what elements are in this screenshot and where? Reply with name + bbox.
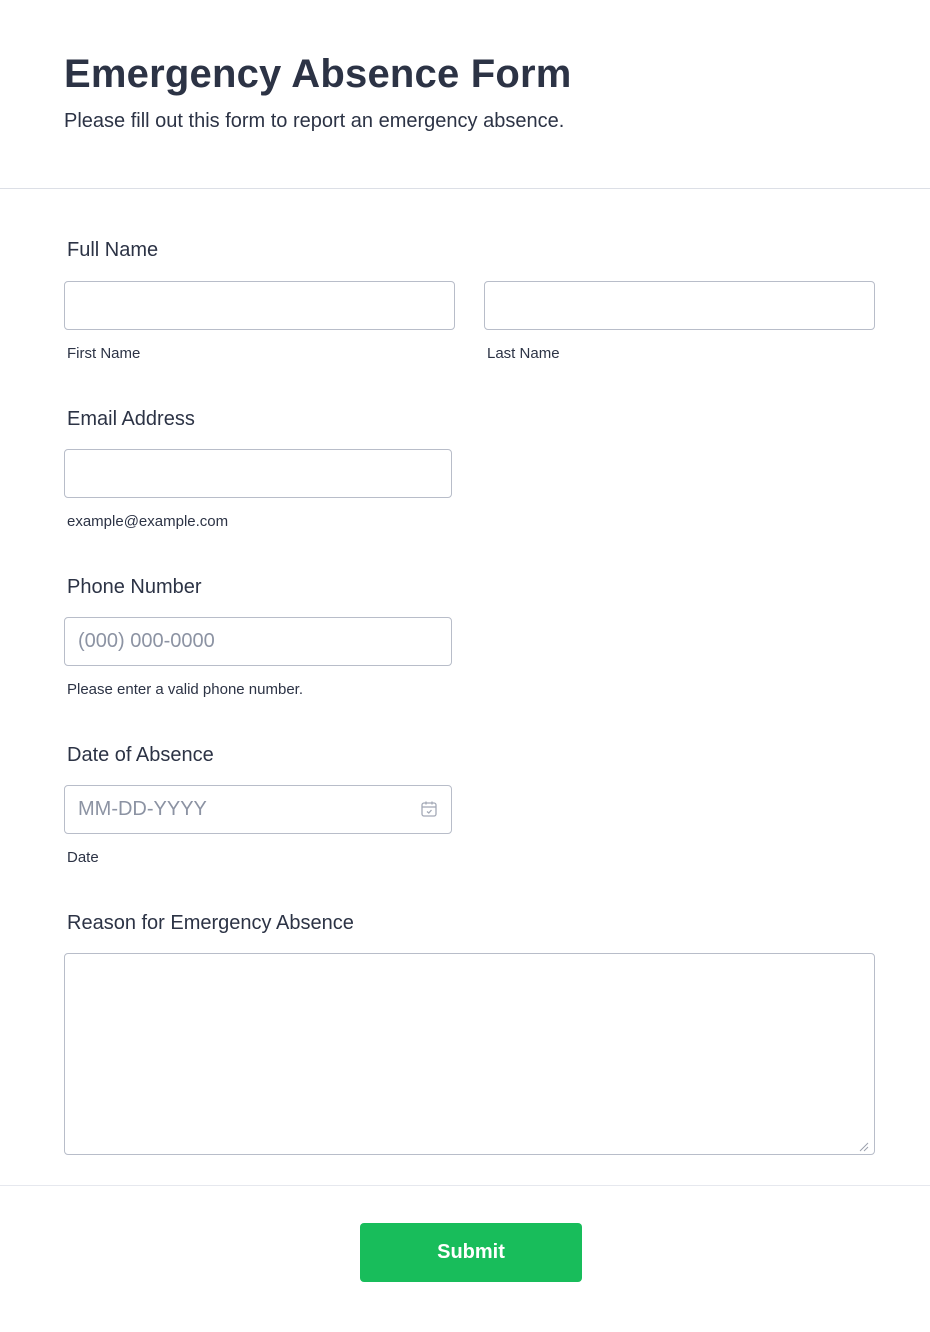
form-subtitle: Please fill out this form to report an emergency absence. (64, 110, 565, 132)
date-label: Date of Absence (67, 744, 214, 766)
phone-input[interactable] (64, 617, 452, 666)
date-input[interactable] (64, 785, 452, 834)
submit-button[interactable]: Submit (360, 1223, 582, 1282)
form-header (0, 0, 930, 189)
reason-label: Reason for Emergency Absence (67, 912, 354, 934)
last-name-sublabel: Last Name (487, 345, 560, 362)
last-name-input[interactable] (484, 281, 875, 330)
first-name-sublabel: First Name (67, 345, 141, 362)
email-label: Email Address (67, 408, 195, 430)
footer-divider (0, 1185, 930, 1186)
email-sublabel: example@example.com (67, 513, 229, 530)
resize-handle-icon[interactable] (859, 1139, 869, 1149)
phone-sublabel: Please enter a valid phone number. (67, 681, 303, 698)
email-field[interactable] (64, 449, 452, 498)
calendar-icon[interactable] (420, 800, 438, 818)
date-picker (64, 785, 452, 834)
full-name-label: Full Name (67, 239, 159, 261)
date-sublabel: Date (67, 849, 99, 866)
form-title: Emergency Absence Form (64, 52, 572, 96)
phone-label: Phone Number (67, 576, 202, 598)
reason-textarea[interactable] (64, 953, 875, 1155)
first-name-input[interactable] (64, 281, 455, 330)
